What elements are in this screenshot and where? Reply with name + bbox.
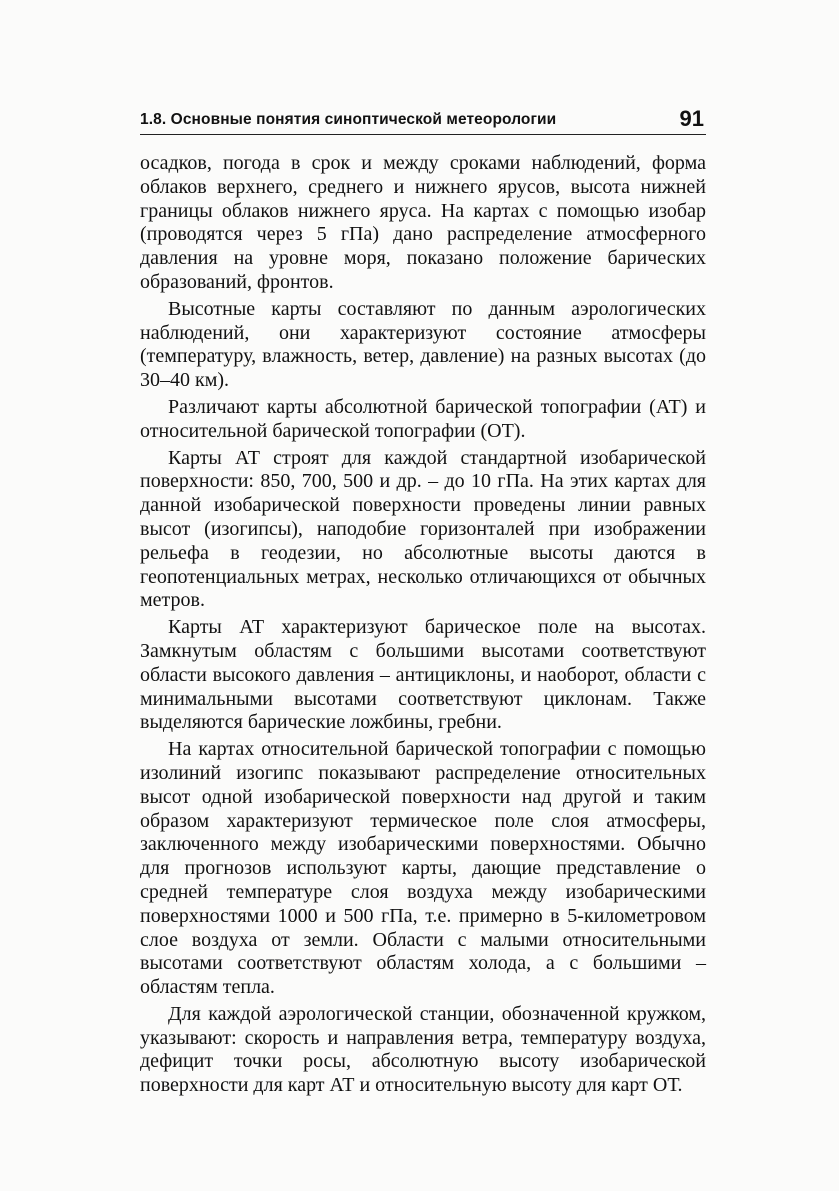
paragraph-continuation: осадков, погода в срок и между сроками наблюдений, форма облаков верхнего, среднего и нижнего ярусов, высота нижней границы облаков нижнего яруса. На картах с помощью изобар (проводятся через 5 гПа) дано распределение атмосферного давления на уровне моря, показано положение барических образований, фронтов. — [140, 152, 706, 293]
paragraph-upper-air-maps: Высотные карты составляют по данным аэрологических наблюдений, они характеризуют состояние атмосферы (температуру, влажность, ветер, давление) на разных высотах (до 30–40 км). — [140, 297, 706, 392]
running-header — [140, 108, 706, 135]
paragraph-at-construction: Карты АТ строят для каждой стандартной изобарической поверхности: 850, 700, 500 и др. – до 10 гПа. На этих картах для данной изобарической поверхности проведены линии равных высот (изогипсы), наподобие горизонталей при изображении рельефа в геодезии, но абсолютные высоты даются в геопотенциальных метрах, несколько отличающихся от обычных метров. — [140, 446, 706, 612]
paragraph-relative-topography: На картах относительной барической топографии с помощью изолиний изогипс показывают распределение относительных высот одной изобарической поверхности над другой и таким образом характеризуют термическое поле слоя атмосферы, заключенного между изобарическими поверхностями. Обычно для прогнозов используют карты, дающие представление о средней температуре слоя воздуха между изобарическими поверхностями 1000 и 500 гПа, т.е. примерно в 5-километровом слое воздуха от земли. Области с малыми относительными высотами соответствуют областям холода, а с большими – областям тепла. — [140, 738, 706, 999]
paragraph-aerological-station: Для каждой аэрологической станции, обозначенной кружком, указывают: скорость и направления ветра, температуру воздуха, дефицит точки росы, абсолютную высоту изобарической поверхности для карт АТ и относительную высоту для карт ОТ. — [140, 1002, 706, 1097]
body-text — [140, 152, 706, 1101]
section-title: 1.8. Основные понятия синоптической метеорологии — [140, 111, 557, 128]
paragraph-map-types: Различают карты абсолютной барической топографии (АТ) и относительной барической топографии (ОТ). — [140, 395, 706, 442]
paragraph-at-pressure-field: Карты АТ характеризуют барическое поле на высотах. Замкнутым областям с большими высотами соответствуют области высокого давления – антициклоны, и наоборот, области с минимальными высотами соответствуют циклонам. Также выделяются барические ложбины, гребни. — [140, 616, 706, 734]
page-number: 91 — [679, 106, 704, 131]
